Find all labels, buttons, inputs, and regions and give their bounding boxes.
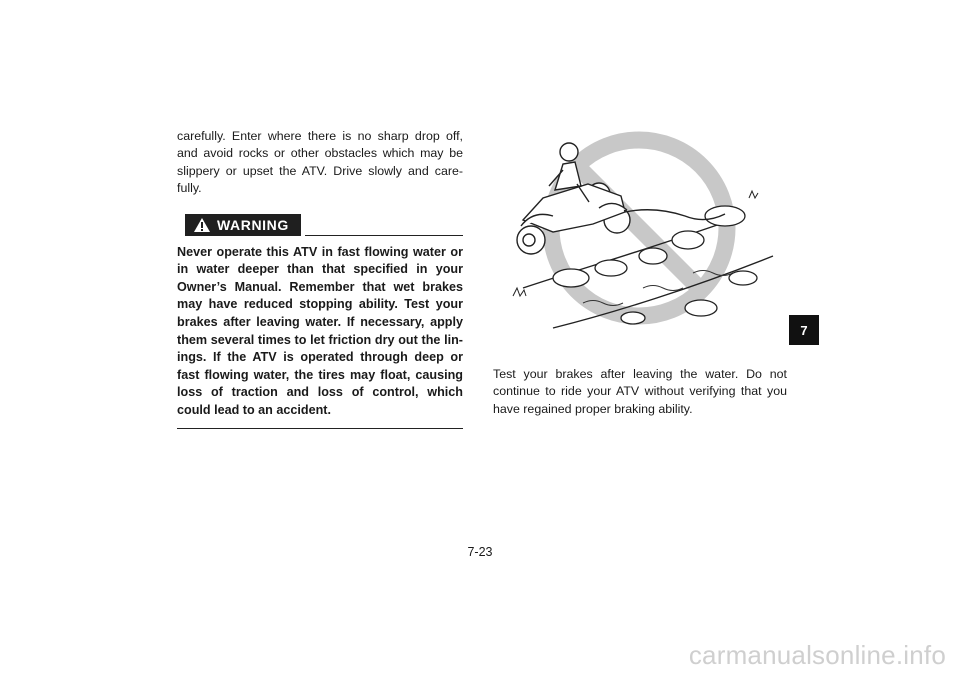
intro-paragraph: carefully. Enter where there is no sharp drop off, and avoid rocks or other obstacles which may be slippery or upset the ATV. Drive slowly and care- fully. bbox=[177, 129, 463, 196]
water-ripple bbox=[643, 286, 683, 291]
page-number: 7-23 bbox=[467, 545, 493, 559]
warning-triangle-icon bbox=[193, 217, 211, 233]
rock bbox=[729, 271, 757, 285]
warning-rule bbox=[305, 235, 463, 236]
grass-tuft bbox=[513, 288, 526, 296]
rock bbox=[685, 300, 717, 316]
left-column bbox=[177, 128, 463, 429]
warning-label: WARNING bbox=[217, 216, 289, 233]
right-column bbox=[493, 128, 787, 418]
atv-wheel bbox=[523, 234, 535, 246]
warning-text: Never operate this ATV in fast flowing water or in water deeper than that specified in your Owner’s Manual. Remember that wet brakes may have reduced stopping ability. Test your brakes after leaving water. If necessary, apply them several times to let friction dry out the lin- ings. If the ATV is operated through deep or fast flowing water, the tires may float, causing loss of traction and loss of control, which could lead to an accident. bbox=[177, 244, 463, 417]
rock bbox=[553, 269, 589, 287]
rider-helmet bbox=[560, 143, 578, 161]
rock bbox=[621, 312, 645, 324]
chapter-tab: 7 bbox=[789, 315, 819, 345]
atv-in-stream-prohibited-illustration bbox=[493, 128, 787, 348]
rock bbox=[595, 260, 627, 276]
rock bbox=[705, 206, 745, 226]
watermark: carmanualsonline.info bbox=[688, 640, 946, 670]
warning-badge bbox=[185, 214, 301, 236]
caption-paragraph: Test your brakes after leaving the water. Do not continue to ride your ATV without verifying that you have regained proper braking ability. bbox=[493, 367, 787, 416]
warning-header bbox=[177, 214, 463, 242]
rock bbox=[672, 231, 704, 249]
grass-tuft bbox=[749, 191, 758, 198]
rock bbox=[639, 248, 667, 264]
warning-end-rule bbox=[177, 428, 463, 429]
